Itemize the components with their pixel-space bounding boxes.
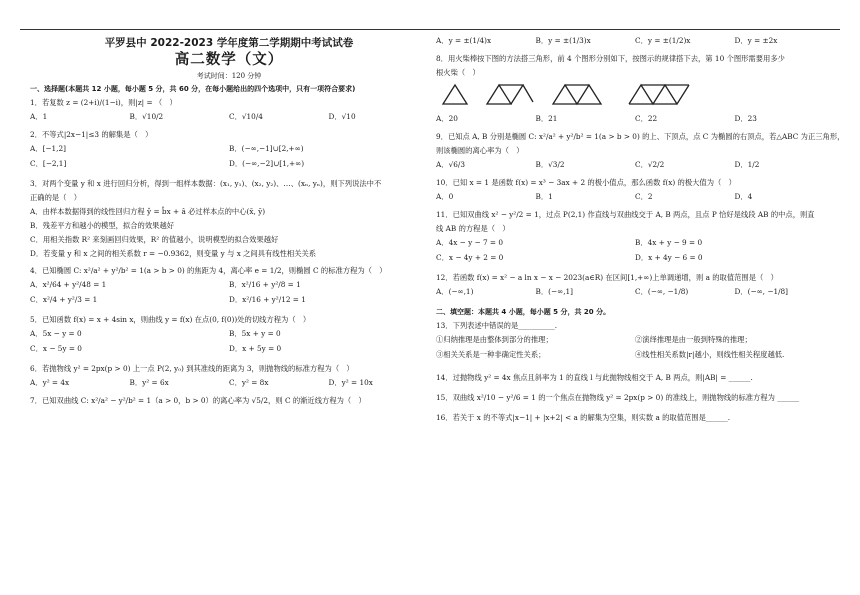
q7-option-d: D．y = ±2x: [734, 36, 778, 45]
q2-option-c: C．[−2,1]: [30, 159, 67, 168]
q2-options: [30, 144, 428, 174]
q10-options: [436, 192, 834, 202]
q10-option-d: D．4: [734, 192, 753, 201]
q3-stem-line1: 3．对两个变量 y 和 x 进行回归分析，得到一组样本数据：(x₁, y₁)、(x₂, y₂)、…、(xₙ, yₙ)，则下列说法中不: [30, 179, 382, 188]
q1-option-d: D．√10: [328, 112, 356, 121]
q5-option-b: B．5x + y = 0: [229, 329, 281, 338]
q9-option-d: D．1/2: [734, 160, 760, 169]
matchstick-figure-2: [484, 82, 536, 106]
q4-stem: 4．已知椭圆 C: x²/a² + y²/b² = 1(a > b > 0) 的焦距为 4，离心率 e = 1/2，则椭圆 C 的标准方程为（ ）: [30, 266, 387, 275]
q7-options: [436, 36, 834, 46]
q11-option-d: D．x + 4y − 6 = 0: [635, 253, 703, 262]
q2-stem: 2．不等式|2x−1|≤3 的解集是（ ）: [30, 130, 153, 139]
q12-option-a: A．(−∞,1): [436, 287, 474, 296]
q2-option-a: A．[−1,2]: [30, 144, 66, 153]
matchstick-figures: [440, 82, 834, 106]
q1-options: [30, 112, 428, 122]
q8-option-c: C．22: [635, 114, 658, 123]
q2-option-d: D．(−∞,−2]∪[1,+∞): [229, 159, 305, 168]
section-choice-heading: 一、选择题(本题共 12 小题，每小题 5 分，共 60 分，在每小题给出的四个选项中，只有一项符合要求): [30, 85, 356, 93]
q8-option-a: A．20: [436, 114, 458, 123]
q8-stem-line2: 根火柴（ ）: [436, 68, 480, 77]
q6-options: [30, 378, 428, 388]
q3-option-b: B．残差平方和越小的模型，拟合的效果越好: [30, 221, 175, 230]
q3-stem-line2: 正确的是（ ）: [30, 193, 82, 202]
matchstick-figure-4: [626, 82, 702, 106]
q13-statement-4: ④线性相关系数|r|越小，则线性相关程度越低.: [635, 350, 785, 359]
matchstick-figure-1: [440, 82, 470, 106]
q5-option-d: D．x + 5y = 0: [229, 344, 282, 353]
exam-title: 平罗县中 2022-2023 学年度第二学期期中考试试卷: [104, 37, 354, 49]
q12-option-c: C．(−∞, −1/8): [635, 287, 689, 296]
q8-option-d: D．23: [734, 114, 757, 123]
q5-options: [30, 329, 428, 359]
q6-option-a: A．y² = 4x: [30, 378, 70, 387]
subject-title: 高二数学（文）: [174, 52, 284, 68]
q1-option-a: A．1: [30, 112, 48, 121]
q4-option-a: A．x²/64 + y²/48 = 1: [30, 280, 107, 289]
q13-statement-1: ①归纳推理是由整体到部分的推理；: [436, 335, 553, 344]
q3-option-c: C．用相关指数 R² 来刻画回归效果，R² 的值越小，说明模型的拟合效果越好: [30, 235, 279, 244]
q1-option-b: B．√10/2: [129, 112, 164, 121]
q12-options: [436, 287, 834, 297]
q4-option-b: B．x²/16 + y²/8 = 1: [229, 280, 301, 289]
q5-option-a: A．5x − y = 0: [30, 329, 82, 338]
q10-stem: 10．已知 x = 1 是函数 f(x) = x³ − 3ax + 2 的极小值点，那么函数 f(x) 的极大值为（ ）: [436, 178, 736, 187]
exam-time: 考试时间：120 分钟: [196, 72, 262, 80]
q1-option-c: C．√10/4: [229, 112, 263, 121]
q3-option-a: A．由样本数据得到的线性回归方程 ŷ = b̂x + â 必过样本点的中心(x̄, ȳ): [30, 207, 266, 216]
q7-stem: 7．已知双曲线 C: x²/a² − y²/b² = 1（a > 0，b > 0）的离心率为 √5/2，则 C 的渐近线方程为（ ）: [30, 396, 366, 405]
q11-options: [436, 238, 834, 268]
q7-option-b: B．y = ±(1/3)x: [535, 36, 591, 45]
q2-option-b: B．(−∞,−1]∪[2,+∞): [229, 144, 304, 153]
left-column: [30, 36, 428, 410]
q10-option-a: A．0: [436, 192, 454, 201]
q4-options: [30, 280, 428, 310]
q3-option-d: D．若变量 y 和 x 之间的相关系数 r = −0.9362，则变量 y 与 x 之间具有线性相关关系: [30, 249, 317, 258]
q8-stem-line1: 8．用火柴棒按下图的方法搭三角形，前 4 个图形分别如下，按图示的规律搭下去，第 10 个图形需要用多少: [436, 54, 785, 63]
q11-stem-line2: 线 AB 的方程是（ ）: [436, 224, 510, 233]
q11-option-c: C．x − 4y + 2 = 0: [436, 253, 504, 262]
q6-option-c: C．y² = 8x: [229, 378, 269, 387]
q13-statement-2: ②演绎推理是由一般到特殊的推理；: [635, 335, 752, 344]
q9-option-c: C．√2/2: [635, 160, 665, 169]
q14-stem: 14．过抛物线 y² = 4x 焦点且斜率为 1 的直线 l 与此抛物线相交于 A, B 两点，则|AB| = ______.: [436, 373, 753, 382]
q1-stem: 1．若复数 z = (2+i)/(1−i)，则|z| = （ ）: [30, 98, 177, 107]
q6-option-d: D．y² = 10x: [328, 378, 373, 387]
q9-stem-line2: 则该椭圆的离心率为（ ）: [436, 146, 524, 155]
q8-options: [436, 114, 834, 124]
q7-option-a: A．y = ±(1/4)x: [436, 36, 492, 45]
q12-option-b: B．(−∞,1]: [535, 287, 574, 296]
q10-option-c: C．2: [635, 192, 653, 201]
q4-option-d: D．x²/16 + y²/12 = 1: [229, 295, 306, 304]
q11-option-a: A．4x − y − 7 = 0: [436, 238, 503, 247]
q15-stem: 15．双曲线 x²/10 − y²/6 = 1 的一个焦点在抛物线 y² = 2px(p > 0) 的准线上，则抛物线的标准方程为 ______: [436, 393, 800, 402]
top-rule: [20, 29, 840, 30]
q9-options: [436, 160, 834, 170]
q11-option-b: B．4x + y − 9 = 0: [635, 238, 703, 247]
q5-option-c: C．x − 5y = 0: [30, 344, 82, 353]
q7-option-c: C．y = ±(1/2)x: [635, 36, 691, 45]
q10-option-b: B．1: [535, 192, 553, 201]
section-fill-heading: 二、填空题：本题共 4 小题，每小题 5 分，共 20 分。: [436, 308, 611, 316]
q13-statements: [436, 335, 834, 365]
q5-stem: 5．已知函数 f(x) = x + 4sin x，则曲线 y = f(x) 在点(0, f(0))处的切线方程为（ ）: [30, 315, 311, 324]
q13-stem: 13．下列表述中错误的是__________.: [436, 321, 558, 330]
q11-stem-line1: 11．已知双曲线 x² − y²/2 = 1，过点 P(2,1) 作直线与双曲线交于 A, B 两点，且点 P 恰好是线段 AB 的中点，则直: [436, 210, 815, 219]
q6-stem: 6．若抛物线 y² = 2px(p > 0) 上一点 P(2, y₀) 到其准线的距离为 3，则抛物线的标准方程为（ ）: [30, 364, 354, 373]
matchstick-figure-3: [550, 82, 612, 106]
q12-stem: 12．若函数 f(x) = x² − a ln x − x − 2023(a∈R) 在区间[1,+∞)上单调递增，则 a 的取值范围是（ ）: [436, 273, 778, 282]
right-column: [436, 36, 845, 427]
q4-option-c: C．x²/4 + y²/3 = 1: [30, 295, 98, 304]
q8-option-b: B．21: [535, 114, 558, 123]
q9-option-a: A．√6/3: [436, 160, 465, 169]
q9-option-b: B．√3/2: [535, 160, 565, 169]
q16-stem: 16．若关于 x 的不等式|x−1| + |x+2| < a 的解集为空集，则实数 a 的取值范围是______.: [436, 413, 731, 422]
q9-stem-line1: 9．已知点 A, B 分别是椭圆 C: x²/a² + y²/b² = 1(a > b > 0) 的上、下顶点，点 C 为椭圆的右顶点，若△ABC 为正三角形，: [436, 132, 845, 141]
q13-statement-3: ③相关关系是一种非确定性关系；: [436, 350, 546, 359]
q6-option-b: B．y² = 6x: [129, 378, 169, 387]
q12-option-d: D．(−∞, −1/8]: [734, 287, 789, 296]
